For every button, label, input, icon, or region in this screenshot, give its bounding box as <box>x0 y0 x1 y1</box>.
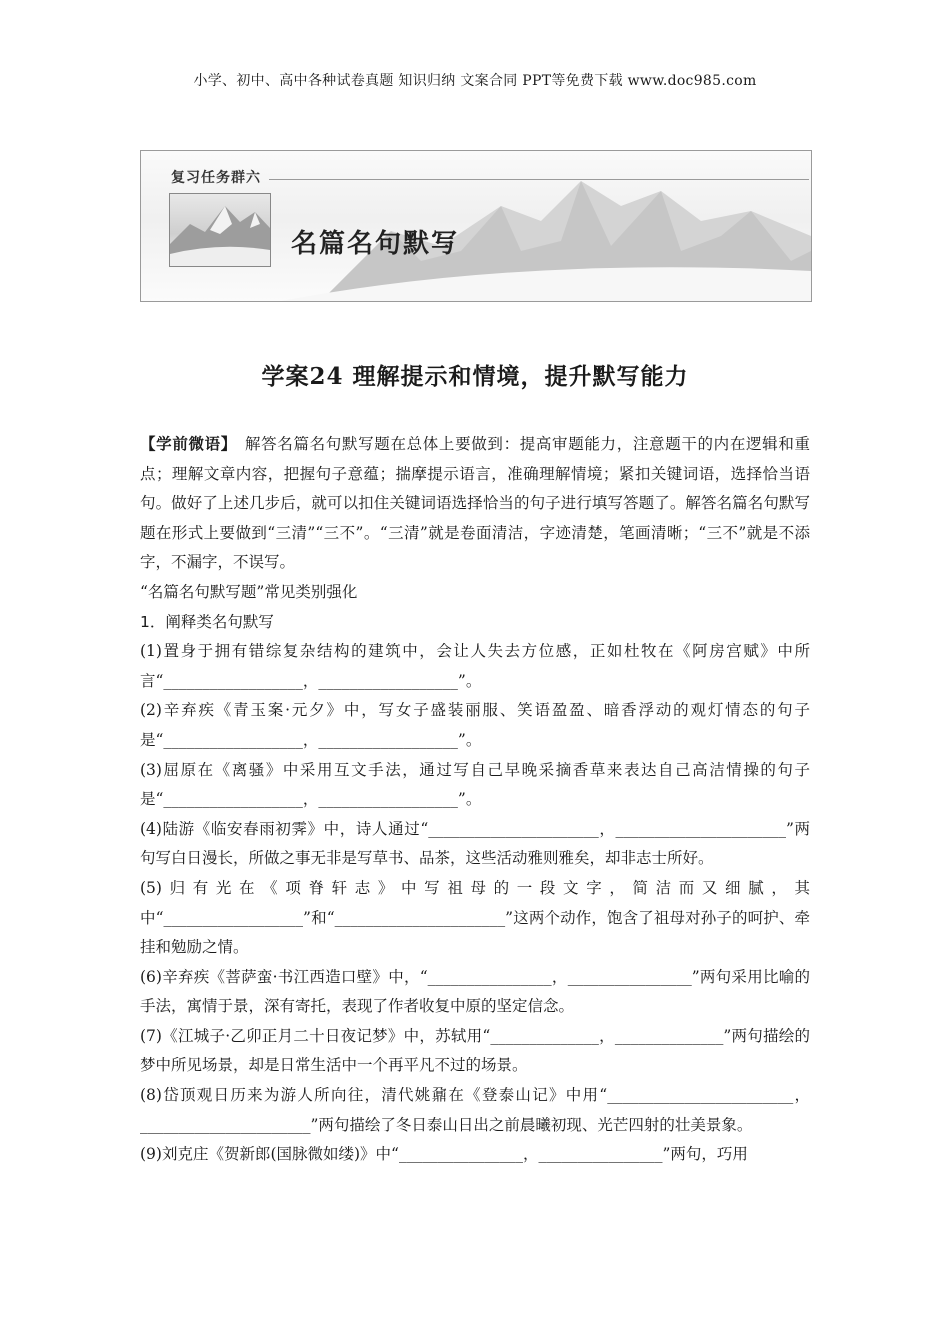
section-banner <box>140 150 812 302</box>
intro-label: 【学前微语】 <box>140 435 237 453</box>
site-header: 小学、初中、高中各种试卷真题 知识归纳 文案合同 PPT等免费下载 www.doc985.com <box>193 73 757 89</box>
section-heading: 1．阐释类名句默写 <box>140 612 274 631</box>
subtitle: “名篇名句默写题”常见类别强化 <box>140 582 358 601</box>
question-item: (4)陆游《临安春雨初霁》中，诗人通过“______________________，______________________”两句写白日漫长，所做之事无非是写草书、品茶，这些活动雅则雅矣，却非志士所好。 <box>140 819 810 868</box>
intro-text: 解答名篇名句默写题在总体上要做到：提高审题能力，注意题干的内在逻辑和重点；理解文章内容，把握句子意蕴；揣摩提示语言，准确理解情境；紧扣关键词语，选择恰当语句。做好了上述几步后，就可以扣住关键词语选择恰当的句子进行填写答题了。解答名篇名句默写题在形式上要做到“三清”“三不”。“三清”就是卷面清洁，字迹清楚，笔画清晰；“三不”就是不添字，不漏字，不误写。 <box>140 435 810 572</box>
question-item: (1)置身于拥有错综复杂结构的建筑中，会让人失去方位感，正如杜牧在《阿房宫赋》中所言“__________________，__________________”。 <box>140 642 810 690</box>
document-body <box>140 430 810 1170</box>
question-item: (6)辛弃疾《菩萨蛮·书江西造口壁》中，“________________，________________”两句采用比喻的手法，寓情于景，深有寄托，表现了作者收复中原的坚定信念。 <box>140 967 810 1016</box>
question-item: (2)辛弃疾《青玉案·元夕》中，写女子盛装丽服、笑语盈盈、暗香浮动的观灯情态的句子是“__________________，__________________”。 <box>140 701 810 749</box>
banner-title: 名篇名句默写 <box>291 229 460 259</box>
mountain-thumbnail-icon <box>169 193 271 267</box>
question-item: (9)刘克庄《贺新郎(国脉微如缕)》中“________________，________________”两句，巧用 <box>140 1145 748 1164</box>
question-item: (5)归有光在《项脊轩志》中写祖母的一段文字，简洁而又细腻，其中“__________________”和“______________________”这两个动作，饱含了祖母对孙子的呵护、牵挂和勉励之情。 <box>140 878 810 957</box>
intro-paragraph <box>140 430 810 578</box>
lesson-title: 学案24 理解提示和情境，提升默写能力 <box>261 363 689 390</box>
banner-tag: 复习任务群六 <box>171 170 261 186</box>
question-item: (3)屈原在《离骚》中采用互文手法，通过写自己早晚采摘香草来表达自己高洁情操的句子是“__________________，__________________”。 <box>140 760 810 809</box>
question-item: (7)《江城子·乙卯正月二十日夜记梦》中，苏轼用“______________，______________”两句描绘的梦中所见场景，却是日常生活中一个再平凡不过的场景。 <box>140 1026 810 1075</box>
question-item: (8)岱顶观日历来为游人所向往，清代姚鼐在《登泰山记》中用“________________________，______________________”两句描绘了冬日泰山日出之前晨曦初现、光芒四射的壮美景象。 <box>140 1086 810 1134</box>
banner-divider <box>269 179 809 180</box>
